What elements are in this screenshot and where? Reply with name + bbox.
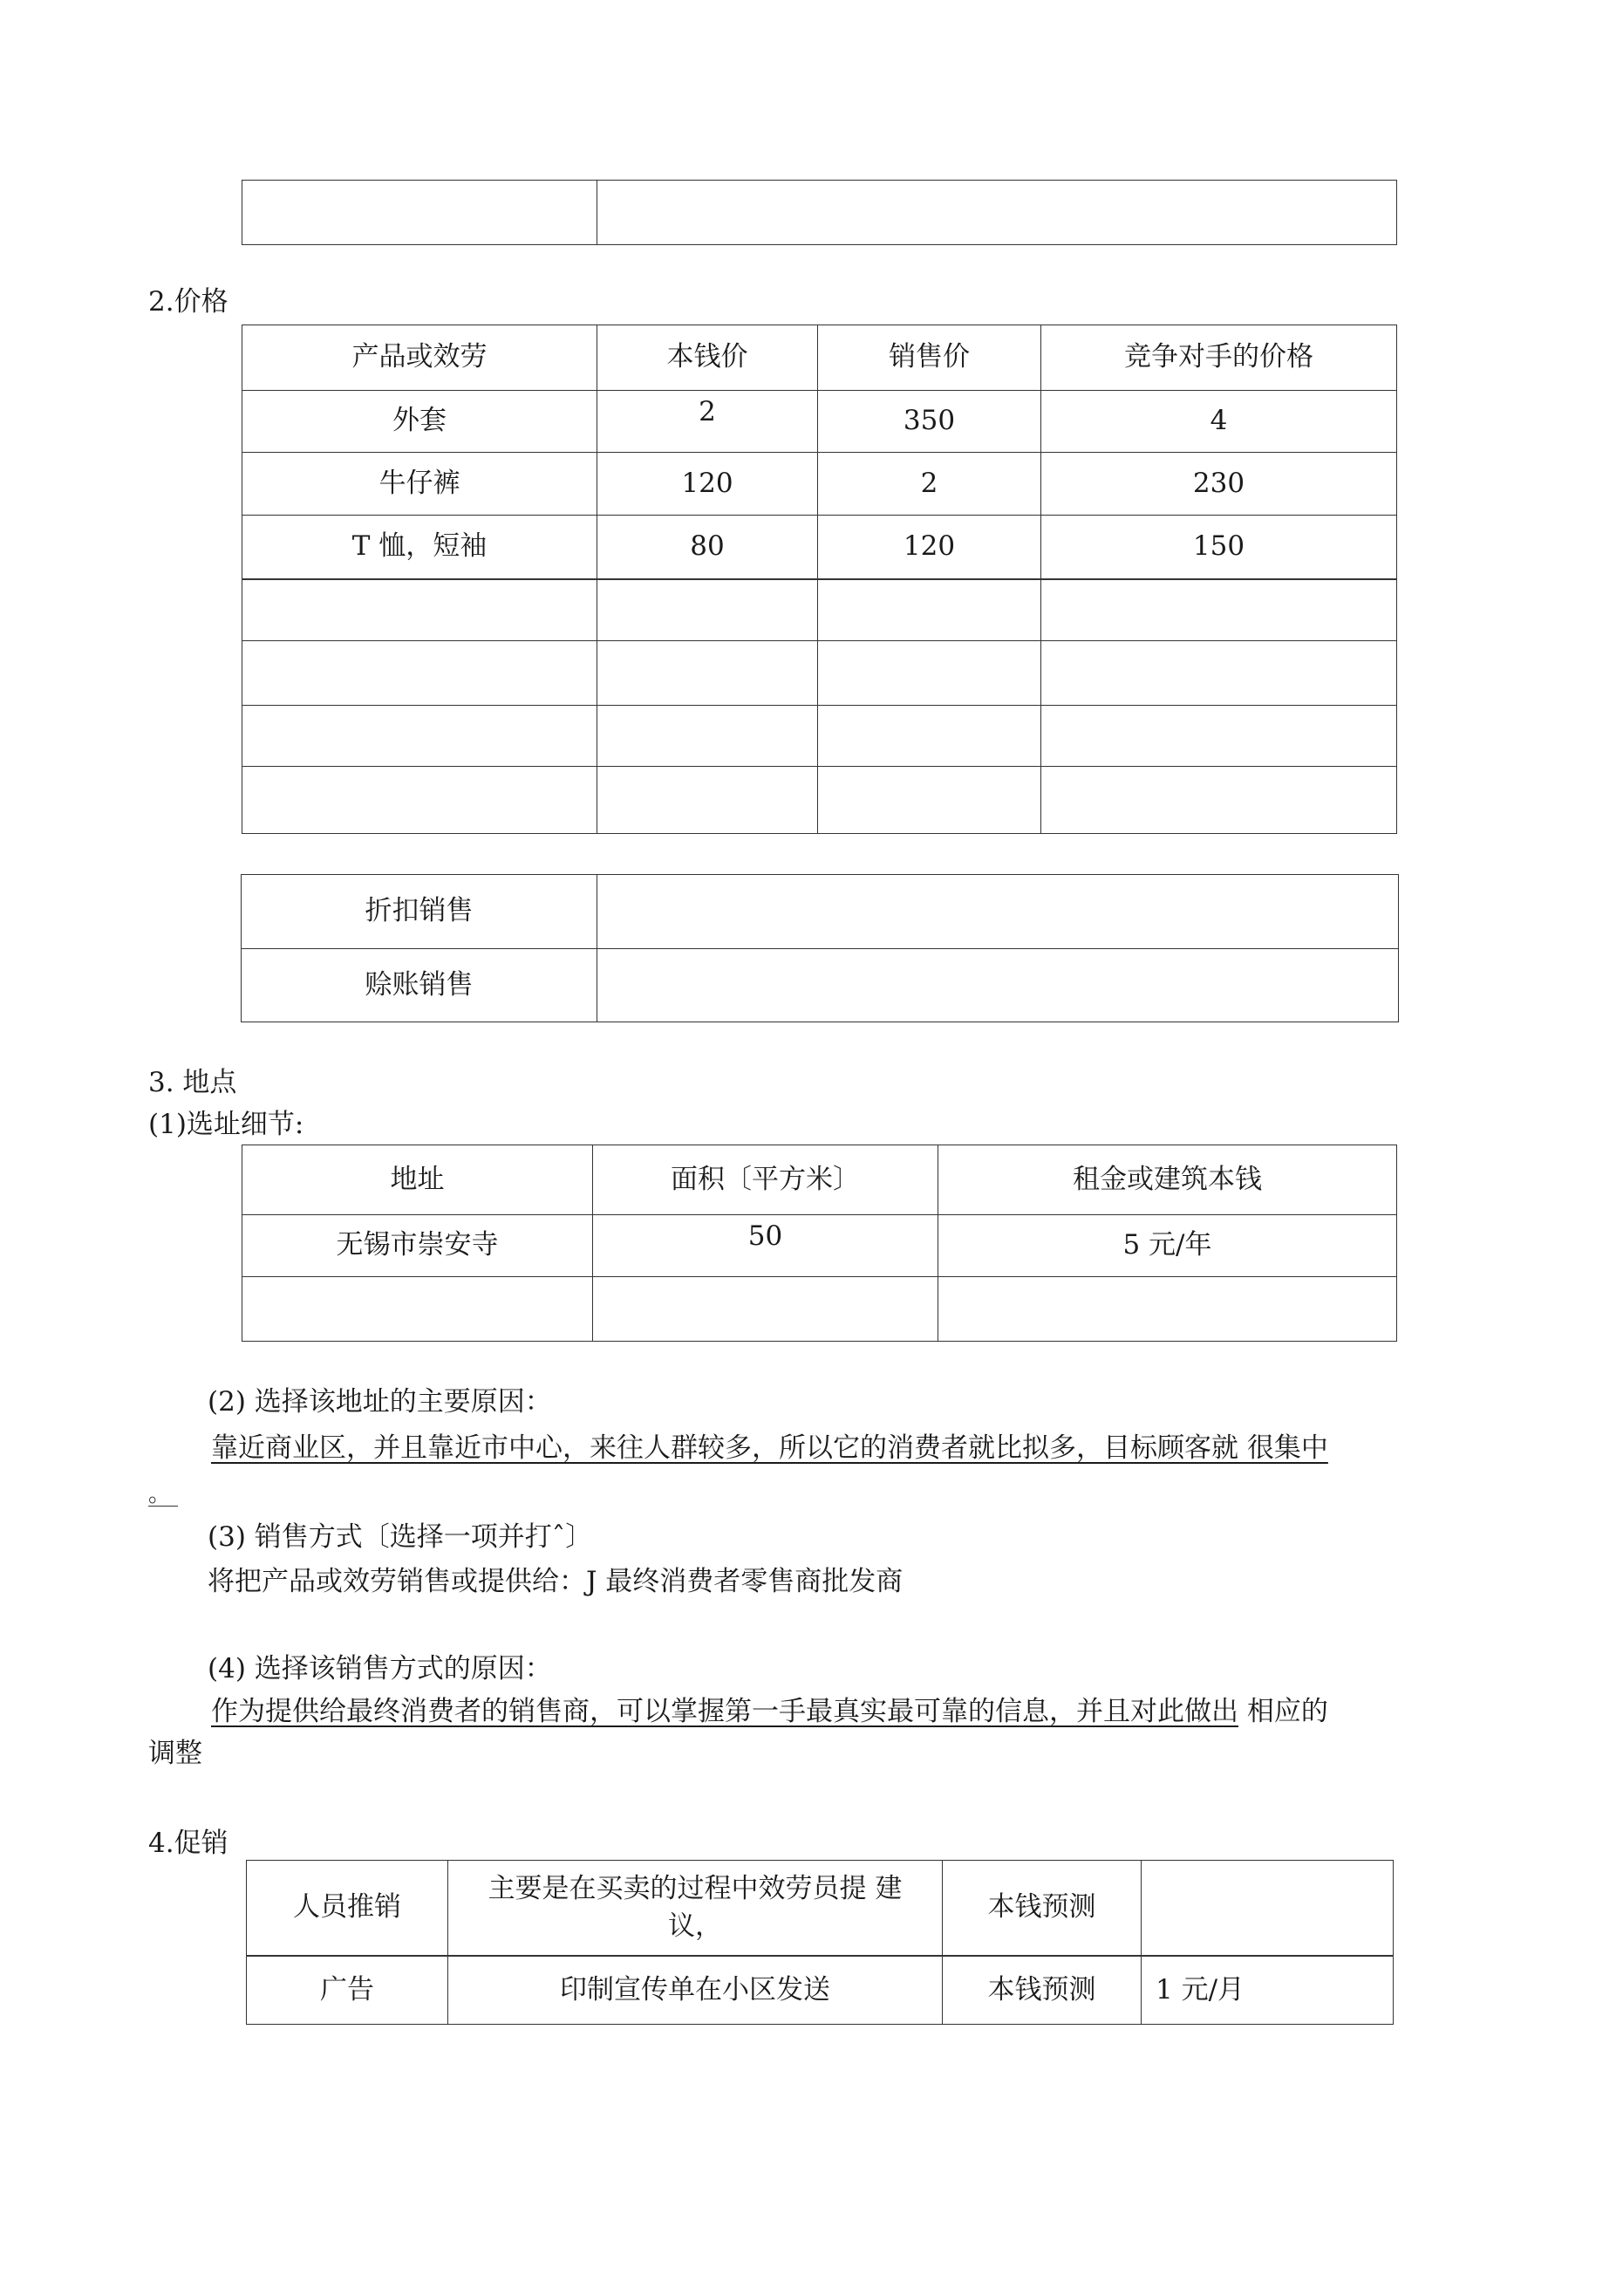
q4-answer-tail: 相应的 <box>1238 1696 1328 1727</box>
price-cell: T 恤，短袖 <box>242 516 597 579</box>
promo-desc-ad: 印制宣传单在小区发送 <box>448 1956 943 2025</box>
site-cell: 5 元/年 <box>938 1215 1397 1277</box>
price-cell <box>597 579 818 641</box>
q4-answer-underlined: 作为提供给最终消费者的销售商，可以掌握第一手最真实最可靠的信息，并且对此做出 <box>211 1696 1238 1727</box>
site-cell <box>593 1277 938 1342</box>
price-cell <box>818 767 1041 834</box>
price-cell: 120 <box>818 516 1041 579</box>
top-table <box>242 180 1397 245</box>
q2-answer-end-underline <box>148 1506 178 1507</box>
promo-cost-value: 1 元/月 <box>1142 1956 1394 2025</box>
site-header-area: 面积〔平方米〕 <box>593 1145 938 1215</box>
price-cell <box>818 641 1041 706</box>
site-header-address: 地址 <box>242 1145 593 1215</box>
price-header-sale: 销售价 <box>818 325 1041 391</box>
q2-label: (2) 选择该地址的主要原因： <box>208 1386 552 1418</box>
q4-answer <box>211 1698 1328 1725</box>
price-cell: 2 <box>818 453 1041 516</box>
promo-cost-value <box>1142 1861 1394 1956</box>
promo-desc-personal <box>448 1861 943 1956</box>
price-cell: 150 <box>1041 516 1397 579</box>
price-cell <box>242 579 597 641</box>
price-cell: 4 <box>1041 391 1397 453</box>
top-table-cell <box>597 181 1397 245</box>
price-cell <box>597 706 818 767</box>
promo-type-personal: 人员推销 <box>247 1861 448 1956</box>
section-price-heading: 2.价格 <box>148 286 228 318</box>
sales-method-table <box>241 874 1399 1022</box>
site-table <box>242 1145 1397 1342</box>
price-cell <box>1041 706 1397 767</box>
section-place-heading: 3. 地点 <box>148 1067 237 1098</box>
q2-answer: 靠近商业区，并且靠近市中心，来往人群较多，所以它的消费者就比拟多，目标顾客就 很集中 <box>211 1432 1328 1464</box>
q3-label: (3) 销售方式〔选择一项并打ˆ〕 <box>208 1521 593 1553</box>
site-cell <box>938 1277 1397 1342</box>
price-cell: 230 <box>1041 453 1397 516</box>
q4-answer-line2: 调整 <box>148 1738 202 1769</box>
price-cell <box>818 579 1041 641</box>
price-cell: 外套 <box>242 391 597 453</box>
q2-answer-end: 。 <box>148 1481 172 1507</box>
price-cell <box>1041 767 1397 834</box>
price-cell <box>818 706 1041 767</box>
price-cell: 2 <box>597 391 818 453</box>
price-cell <box>597 767 818 834</box>
promo-desc-line: 主要是在买卖的过程中效劳员提 建 <box>488 1872 903 1904</box>
sales-label-credit: 赊账销售 <box>242 949 597 1022</box>
price-cell: 牛仔裤 <box>242 453 597 516</box>
sales-label-discount: 折扣销售 <box>242 875 597 949</box>
price-cell: 80 <box>597 516 818 579</box>
promo-cost-label: 本钱预测 <box>943 1956 1142 2025</box>
price-cell <box>242 767 597 834</box>
price-cell: 350 <box>818 391 1041 453</box>
promo-type-ad: 广告 <box>247 1956 448 2025</box>
site-cell <box>242 1277 593 1342</box>
site-cell: 50 <box>593 1215 938 1277</box>
promo-table <box>246 1860 1394 2025</box>
site-cell: 无锡市崇安寺 <box>242 1215 593 1277</box>
q3-answer: 将把产品或效劳销售或提供给：J 最终消费者零售商批发商 <box>208 1566 904 1597</box>
site-details-label: (1)选址细节: <box>148 1109 304 1140</box>
price-cell <box>597 641 818 706</box>
promo-desc-line: 议， <box>668 1910 722 1942</box>
top-table-cell <box>242 181 597 245</box>
price-cell <box>1041 579 1397 641</box>
price-header-product: 产品或效劳 <box>242 325 597 391</box>
price-header-cost: 本钱价 <box>597 325 818 391</box>
q4-label: (4) 选择该销售方式的原因： <box>208 1653 552 1684</box>
price-cell: 120 <box>597 453 818 516</box>
price-cell <box>242 641 597 706</box>
sales-value-credit <box>597 949 1399 1022</box>
price-table <box>242 325 1397 834</box>
section-promo-heading: 4.促销 <box>148 1828 228 1859</box>
price-header-competitor: 竞争对手的价格 <box>1041 325 1397 391</box>
sales-value-discount <box>597 875 1399 949</box>
promo-cost-label: 本钱预测 <box>943 1861 1142 1956</box>
price-cell <box>1041 641 1397 706</box>
price-cell <box>242 706 597 767</box>
site-header-rent: 租金或建筑本钱 <box>938 1145 1397 1215</box>
